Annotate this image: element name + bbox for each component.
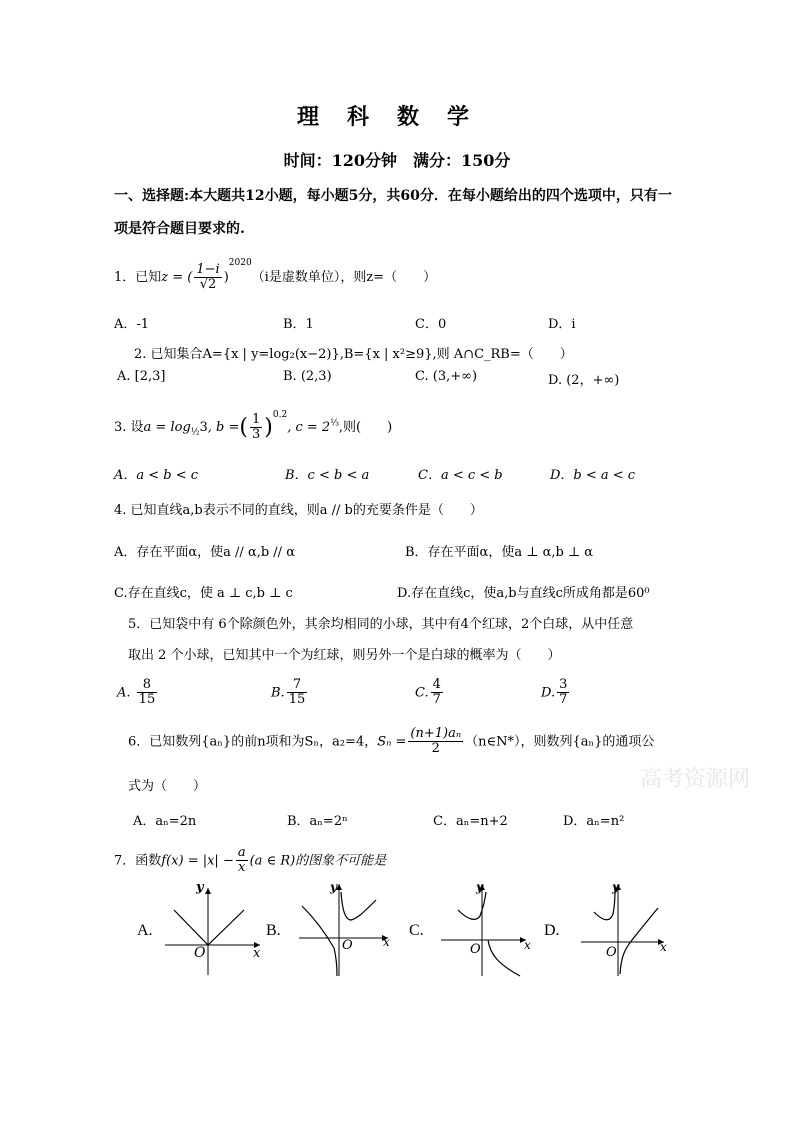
graph-a-x-label: x [253,946,261,961]
graph-d-y-label: y [612,880,619,894]
graph-c[interactable] [438,878,534,980]
question-2-option-c[interactable]: C. (3,+∞) [415,369,478,384]
question-3-option-d[interactable]: D．b < a < c [550,468,636,483]
question-5-option-b[interactable]: B. $\frac{7}{15}$ [271,677,306,708]
graph-d-label[interactable]: D. [544,922,560,939]
question-3-option-c[interactable]: C．a < c < b [418,468,503,483]
graph-a-origin: O [194,945,206,961]
question-4-option-b[interactable]: B．存在平面α，使a ⊥ α,b ⊥ α [405,545,594,560]
graph-a-label[interactable]: A. [137,922,153,939]
question-3-option-a[interactable]: A．a < b < c [114,468,199,483]
graph-c-curve-right [488,940,520,976]
question-6-stem-line2: 式为（ ） [128,779,207,794]
exam-info: 时间：120分钟 满分：150分 [283,151,511,170]
graph-b-origin: O [342,938,353,953]
question-2-option-b[interactable]: B. (2,3) [283,369,332,384]
graph-b-x-label: x [383,935,390,949]
question-5-option-d[interactable]: D. $\frac{3}{7}$ [541,677,568,708]
graph-a-y-label: y [196,880,204,895]
question-3-stem: 3. 设$a = \log_{\frac{1}{2}}3$, b =( $\frac{1}{3}$ )$^{0.2}$, $c = 2^{\frac{1}{3}}$,则( ) [114,410,393,442]
question-6-option-a[interactable]: A．aₙ=2n [133,814,197,829]
graph-a[interactable] [160,880,265,980]
graph-a-y-arrow [205,888,211,894]
question-2-option-d[interactable]: D. (2，+∞) [548,373,620,388]
graph-a-curve [174,910,244,945]
graph-c-y-label: y [476,880,483,894]
graph-d[interactable] [578,878,670,980]
watermark: 高考资源网 [640,767,751,792]
graph-b-curve-right [341,892,376,920]
question-5-stem-line2: 取出 2 个小球，已知其中一个为红球，则另外一个是白球的概率为（ ） [128,648,561,663]
section-instruction-line1: 一、选择题:本大题共12小题，每小题5分，共60分．在每小题给出的四个选项中，只有一 [114,188,672,204]
question-6-stem-line1: 6．已知数列{aₙ}的前n项和为Sₙ，a₂=4，Sₙ = $\frac{\text{(n+1)aₙ}}{2}$ （n∈N*），则数列{aₙ}的通项公 [128,726,655,757]
question-2-option-a[interactable]: A. [2,3] [117,369,166,384]
question-1-option-c[interactable]: C．0 [415,317,447,332]
question-5-stem-line1: 5．已知袋中有 6个除颜色外，其余均相同的小球，其中有4个红球，2个白球，从中任意 [128,617,634,632]
question-1-option-b[interactable]: B．1 [283,317,314,332]
question-6-option-c[interactable]: C．aₙ=n+2 [433,814,508,829]
page-title: 理科数学 [296,104,497,130]
question-4-option-a[interactable]: A．存在平面α，使a // α,b // α [114,545,295,560]
question-1-stem: 1．已知z = ( $\frac{1-i}{√2}$ )$^{2020}$（i是虚数单位），则z=（ ） [114,258,437,292]
graph-c-label[interactable]: C. [409,922,424,939]
question-4-option-c[interactable]: C.存在直线c，使 a ⊥ c,b ⊥ c [114,586,293,601]
graph-c-origin: O [470,942,481,957]
graph-d-curve-right [620,908,658,974]
question-7-stem: 7．函数f(x) = |x| − $\frac{a}{x}$ (a ∈ R)的图象不可能是 [114,845,387,876]
section-instruction-line2: 项是符合题目要求的. [114,221,245,237]
graph-d-curve-left [594,890,615,920]
question-3-option-b[interactable]: B．c < b < a [285,468,370,483]
question-1-option-d[interactable]: D．i [548,317,576,332]
question-5-option-c[interactable]: C. $\frac{4}{7}$ [415,677,441,708]
question-6-option-d[interactable]: D．aₙ=n² [563,814,625,829]
graph-d-x-label: x [660,940,667,954]
graph-b-curve-left [302,906,337,976]
graph-b[interactable] [296,878,396,980]
graph-c-x-label: x [524,938,531,952]
question-2-stem: 2. 已知集合A={x | y=log₂(x−2)},B={x | x²≥9},则 A∩C_RB=（ ） [134,347,573,362]
question-5-option-a[interactable]: A. $\frac{8}{15}$ [117,677,156,708]
question-6-option-b[interactable]: B．aₙ=2ⁿ [287,814,348,829]
graph-d-origin: O [606,945,617,960]
question-4-option-d[interactable]: D.存在直线c，使a,b与直线c所成角都是60⁰ [397,586,650,601]
graph-b-y-label: y [330,880,337,894]
question-1-option-a[interactable]: A．-1 [114,317,150,332]
graph-b-label[interactable]: B. [266,922,281,939]
question-4-stem: 4. 已知直线a,b表示不同的直线，则a // b的充要条件是（ ） [114,503,483,518]
